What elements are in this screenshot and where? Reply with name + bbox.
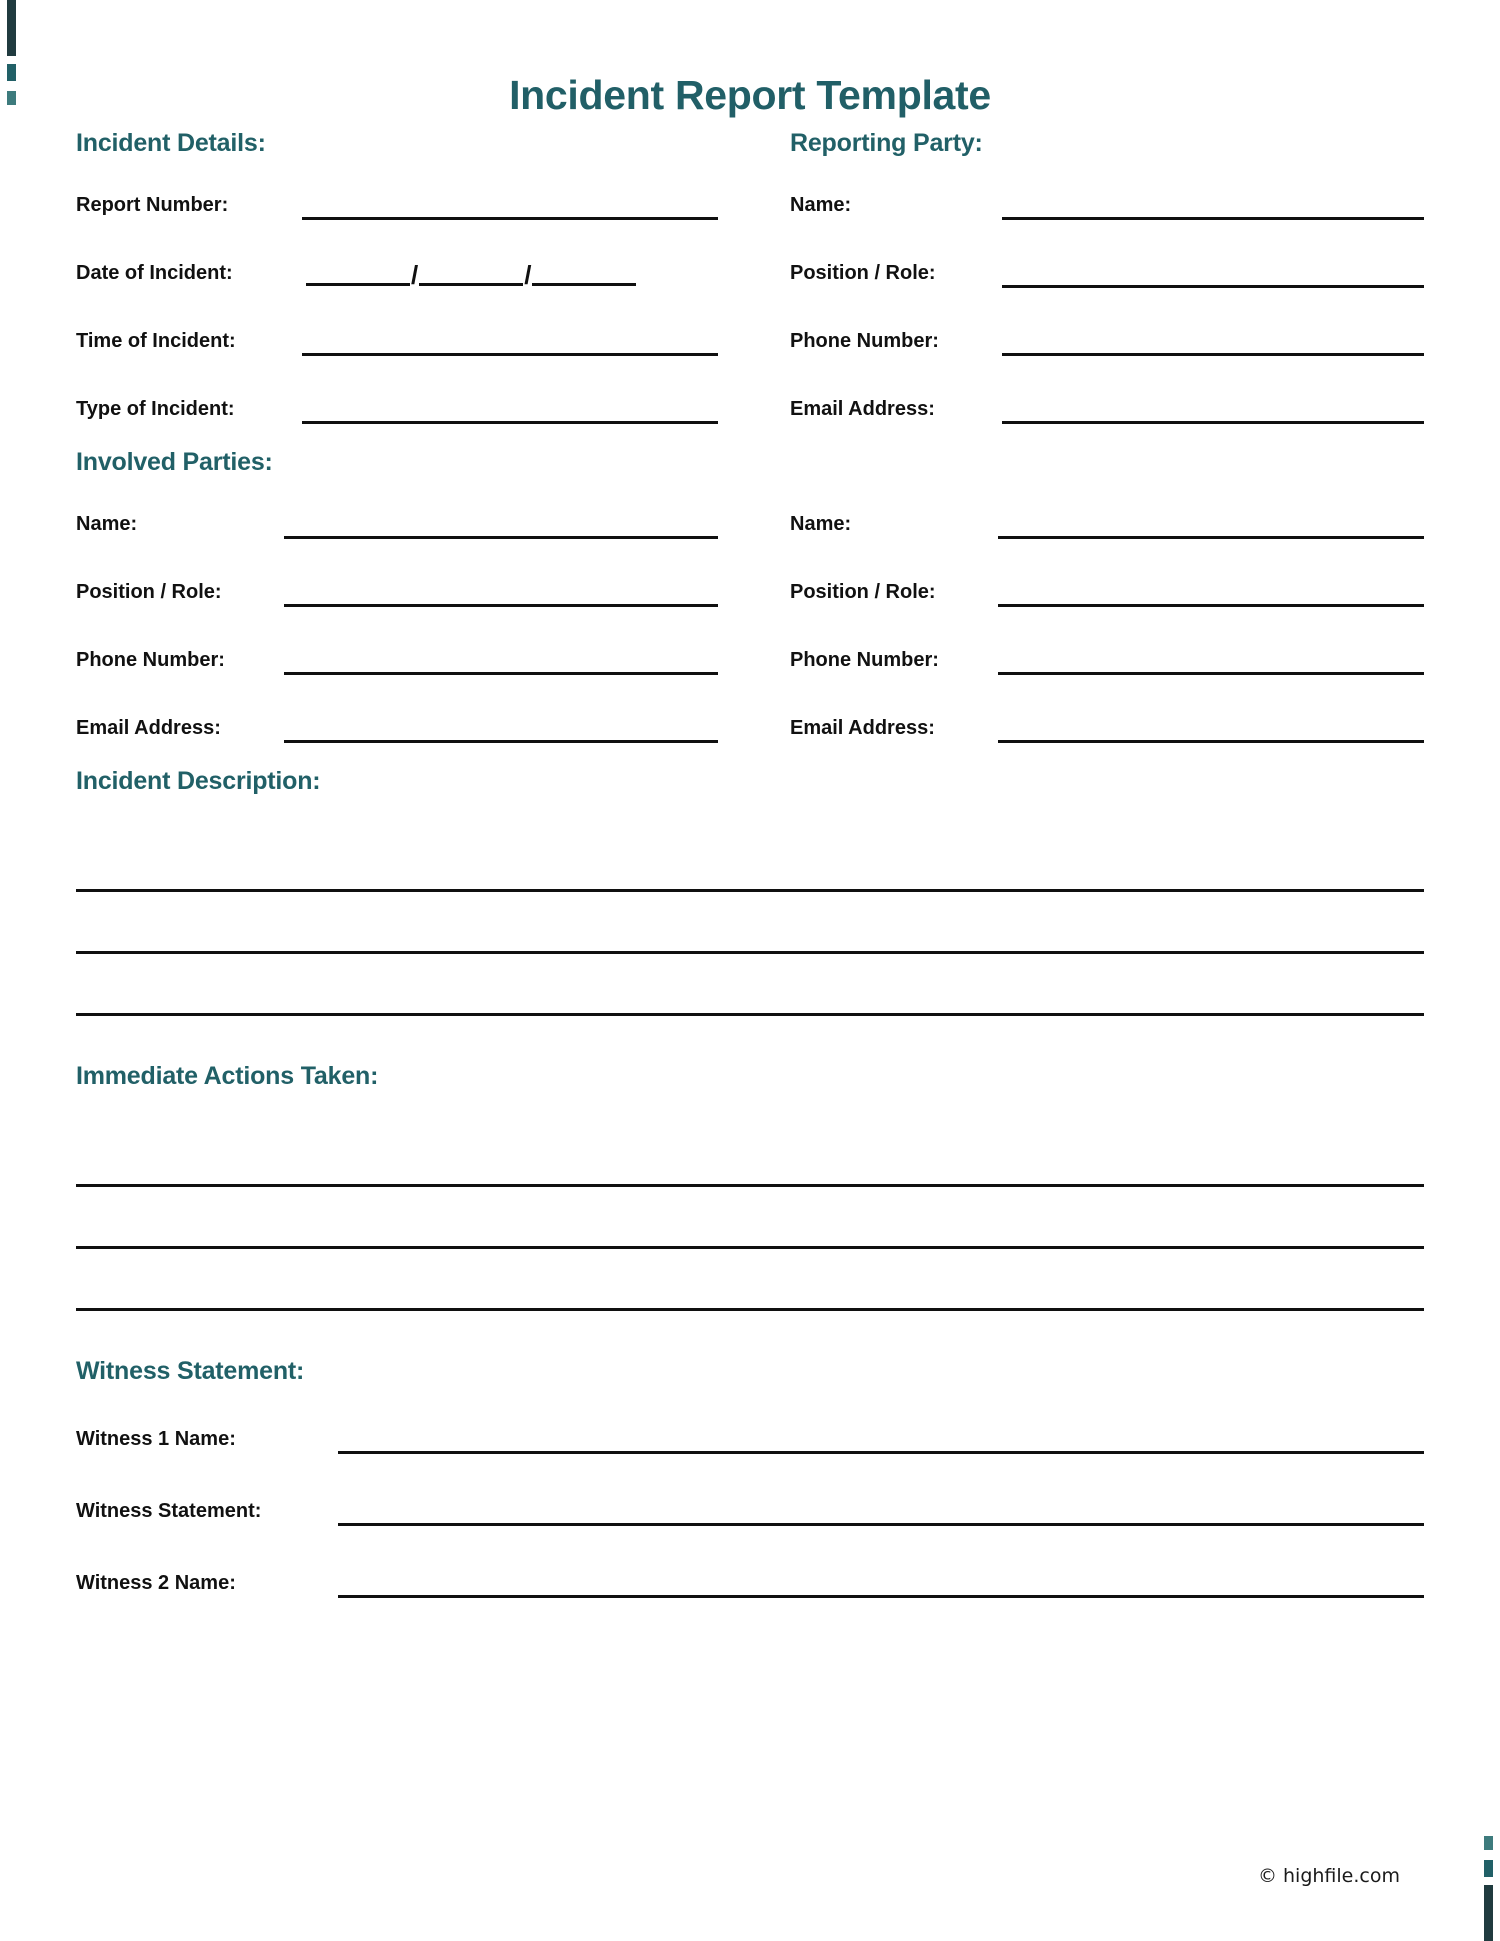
immediate-actions-section — [76, 1062, 1424, 1311]
section-heading-immediate-actions: Immediate Actions Taken: — [76, 1062, 379, 1090]
input-line-involved-party-2-email[interactable] — [998, 713, 1424, 743]
input-line-involved-party-1-email[interactable] — [284, 713, 718, 743]
input-line-incident-description[interactable] — [76, 892, 1424, 954]
input-line-involved-party-1-position[interactable] — [284, 577, 718, 607]
involved-party-1 — [76, 495, 750, 767]
input-line-reporting-party-phone[interactable] — [1002, 326, 1424, 356]
input-line-involved-party-2-name[interactable] — [998, 509, 1424, 539]
field-witness-1-name[interactable] — [76, 1408, 1424, 1454]
input-line-time-of-incident[interactable] — [302, 326, 718, 356]
date-segment-month[interactable] — [419, 260, 523, 286]
corner-accent-bars-bottom-right — [1484, 1836, 1493, 1941]
section-heading-witness-statement: Witness Statement: — [76, 1357, 305, 1385]
date-segment-year[interactable] — [532, 260, 636, 286]
input-line-immediate-actions[interactable] — [76, 1249, 1424, 1311]
date-segment-day[interactable] — [306, 260, 410, 286]
field-involved-party-2-name[interactable] — [790, 495, 1424, 539]
field-time-of-incident[interactable] — [76, 312, 718, 356]
immediate-actions-ruled-area[interactable] — [76, 1125, 1424, 1311]
field-report-number[interactable] — [76, 176, 718, 220]
input-line-immediate-actions[interactable] — [76, 1125, 1424, 1187]
footer-copyright: © highfile.com — [1257, 1865, 1400, 1887]
field-label-reporting-party-name: Name: — [790, 194, 852, 216]
field-involved-party-1-position[interactable] — [76, 563, 718, 607]
section-heading-incident-description: Incident Description: — [76, 767, 321, 795]
witness-fields-group — [76, 1408, 1424, 1598]
field-label-time-of-incident: Time of Incident: — [76, 330, 236, 352]
field-label-date-of-incident: Date of Incident: — [76, 262, 233, 284]
involved-parties-two-column-group — [76, 495, 1424, 767]
field-label-type-of-incident: Type of Incident: — [76, 398, 235, 420]
input-line-incident-description[interactable] — [76, 954, 1424, 1016]
field-witness-statement[interactable] — [76, 1480, 1424, 1526]
input-line-type-of-incident[interactable] — [302, 394, 718, 424]
field-label-involved-party-2-phone: Phone Number: — [790, 649, 939, 671]
field-label-involved-party-2-email: Email Address: — [790, 717, 935, 739]
accent-bar-long-icon — [7, 0, 16, 56]
input-line-immediate-actions[interactable] — [76, 1187, 1424, 1249]
top-two-column-group — [76, 129, 1424, 448]
witness-statement-section — [76, 1357, 1424, 1598]
date-separator-slash: / — [524, 259, 532, 290]
incident-description-section — [76, 767, 1424, 1016]
field-label-involved-party-2-name: Name: — [790, 513, 852, 535]
involved-parties-section — [76, 448, 1424, 767]
incident-description-ruled-area[interactable] — [76, 830, 1424, 1016]
corner-accent-bars-top-left — [7, 0, 16, 105]
field-label-involved-party-1-phone: Phone Number: — [76, 649, 225, 671]
input-line-reporting-party-position[interactable] — [1002, 258, 1424, 288]
field-involved-party-2-phone[interactable] — [790, 631, 1424, 675]
field-label-report-number: Report Number: — [76, 194, 229, 216]
field-label-reporting-party-position: Position / Role: — [790, 262, 936, 284]
input-line-reporting-party-name[interactable] — [1002, 190, 1424, 220]
input-line-date-of-incident[interactable] — [306, 260, 636, 288]
input-line-witness-1-name[interactable] — [338, 1424, 1424, 1454]
field-label-involved-party-1-name: Name: — [76, 513, 138, 535]
accent-bar-long-icon — [1484, 1885, 1493, 1941]
section-heading-incident-details: Incident Details: — [76, 129, 266, 157]
field-label-reporting-party-phone: Phone Number: — [790, 330, 939, 352]
input-line-witness-2-name[interactable] — [338, 1568, 1424, 1598]
input-line-witness-statement[interactable] — [338, 1496, 1424, 1526]
date-separator-slash: / — [411, 259, 419, 290]
input-line-involved-party-2-phone[interactable] — [998, 645, 1424, 675]
field-involved-party-1-name[interactable] — [76, 495, 718, 539]
section-heading-reporting-party: Reporting Party: — [790, 129, 983, 157]
page-title: Incident Report Template — [509, 72, 991, 118]
section-heading-involved-parties: Involved Parties: — [76, 448, 273, 476]
accent-bar-short-icon — [1484, 1836, 1493, 1850]
field-label-witness-statement: Witness Statement: — [76, 1500, 262, 1522]
field-label-involved-party-2-position: Position / Role: — [790, 581, 936, 603]
reporting-party-section — [750, 129, 1424, 448]
field-witness-2-name[interactable] — [76, 1552, 1424, 1598]
field-date-of-incident[interactable] — [76, 244, 718, 288]
field-involved-party-2-position[interactable] — [790, 563, 1424, 607]
field-reporting-party-email[interactable] — [790, 380, 1424, 424]
input-line-reporting-party-email[interactable] — [1002, 394, 1424, 424]
field-label-involved-party-1-email: Email Address: — [76, 717, 221, 739]
field-involved-party-2-email[interactable] — [790, 699, 1424, 743]
accent-bar-mid-icon — [7, 64, 16, 81]
input-line-involved-party-1-phone[interactable] — [284, 645, 718, 675]
field-label-witness-2-name: Witness 2 Name: — [76, 1572, 236, 1594]
input-line-involved-party-2-position[interactable] — [998, 577, 1424, 607]
input-line-report-number[interactable] — [302, 190, 718, 220]
accent-bar-mid-icon — [1484, 1860, 1493, 1877]
field-label-reporting-party-email: Email Address: — [790, 398, 935, 420]
field-involved-party-1-phone[interactable] — [76, 631, 718, 675]
field-label-witness-1-name: Witness 1 Name: — [76, 1428, 236, 1450]
field-reporting-party-name[interactable] — [790, 176, 1424, 220]
field-reporting-party-position[interactable] — [790, 244, 1424, 288]
input-line-incident-description[interactable] — [76, 830, 1424, 892]
involved-party-2 — [750, 495, 1424, 767]
input-line-involved-party-1-name[interactable] — [284, 509, 718, 539]
field-type-of-incident[interactable] — [76, 380, 718, 424]
accent-bar-short-icon — [7, 91, 16, 105]
field-reporting-party-phone[interactable] — [790, 312, 1424, 356]
field-involved-party-1-email[interactable] — [76, 699, 718, 743]
incident-details-section — [76, 129, 750, 448]
field-label-involved-party-1-position: Position / Role: — [76, 581, 222, 603]
